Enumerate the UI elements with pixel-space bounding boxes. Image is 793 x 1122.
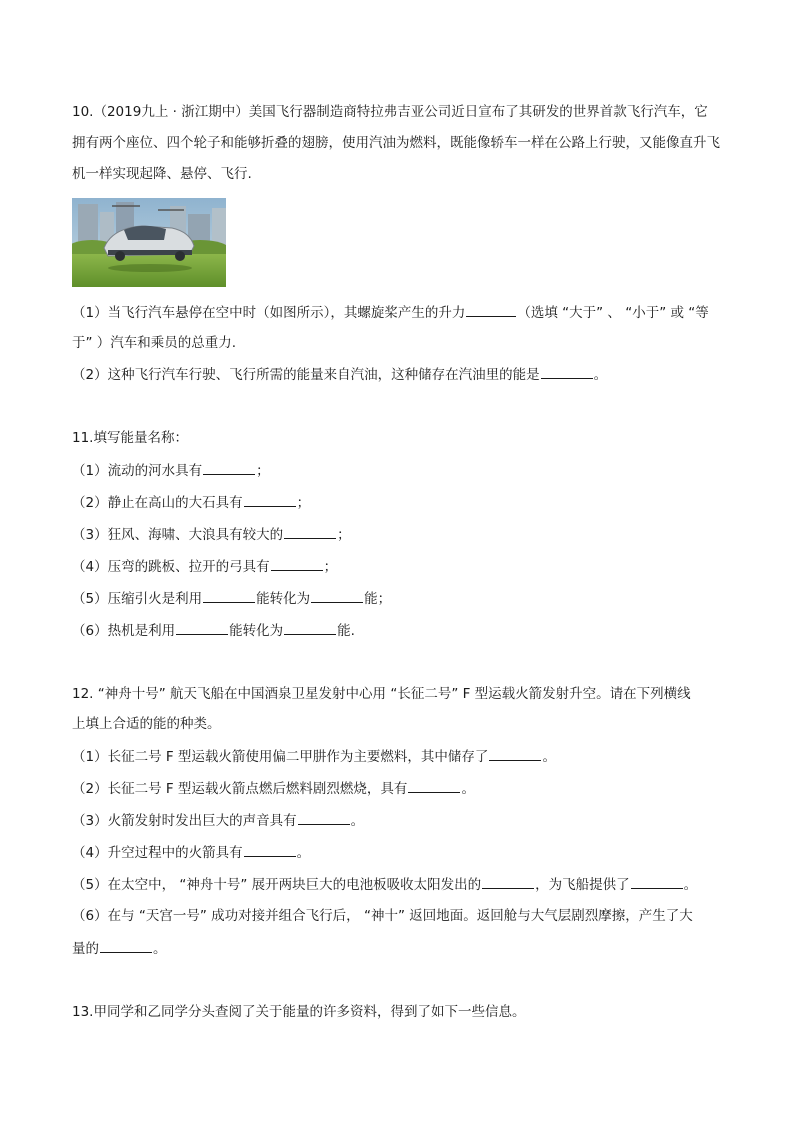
answer-blank[interactable] (631, 874, 683, 889)
q10-sub1-line-1 (72, 302, 709, 322)
q11-item-4-end: ； (323, 559, 338, 575)
q12-item-6-line-1: （6）在与 “天宫一号” 成功对接并组合飞行后， “神十” 返回地面。返回舱与大气层剧烈摩擦，产生了大 (72, 908, 693, 924)
answer-blank[interactable] (298, 810, 350, 825)
q12-item-4-text: （4）升空过程中的火箭具有 (72, 845, 243, 861)
answer-blank[interactable] (541, 364, 593, 379)
q13-line-1: 13.甲同学和乙同学分头查阅了关于能量的许多资料，得到了如下一些信息。 (72, 1004, 526, 1020)
flying-car-illustration (72, 198, 226, 287)
q11-item-6-text-a: （6）热机是利用 (72, 623, 176, 639)
answer-blank[interactable] (408, 778, 460, 793)
q10-sub1-text-a: （1）当飞行汽车悬停在空中时（如图所示），其螺旋桨产生的升力 (72, 305, 466, 321)
q11-item-1-text: （1）流动的河水具有 (72, 463, 203, 479)
q12-item-5-text-a: （5）在太空中， “神舟十号” 展开两块巨大的电池板吸收太阳发出的 (72, 877, 482, 893)
q10-line-2: 拥有两个座位、四个轮子和能够折叠的翅膀，使用汽油为燃料，既能像轿车一样在公路上行驶，又能像直升飞 (72, 135, 720, 151)
answer-blank[interactable] (244, 492, 296, 507)
q10-sub2-text-b: 。 (593, 367, 608, 383)
answer-blank[interactable] (489, 746, 541, 761)
q11-item-1-end: ； (256, 463, 270, 479)
q11-item-3-text: （3）狂风、海啸、大浪具有较大的 (72, 527, 284, 543)
q11-title: 11.填写能量名称： (72, 430, 188, 446)
q11-item-2-end: ； (296, 495, 311, 511)
answer-blank[interactable] (284, 524, 336, 539)
q12-item-3-text: （3）火箭发射时发出巨大的声音具有 (72, 813, 297, 829)
q10-sub2-line (72, 364, 607, 384)
q11-item-1 (72, 460, 270, 480)
q11-item-4 (72, 556, 337, 576)
answer-blank[interactable] (244, 842, 296, 857)
q11-item-3-end: ； (337, 527, 351, 543)
q10-line-3: 机一样实现起降、悬停、飞行. (72, 166, 252, 182)
answer-blank[interactable] (203, 588, 255, 603)
answer-blank[interactable] (482, 874, 534, 889)
q12-item-5-text-b: ，为飞船提供了 (535, 877, 630, 893)
q11-item-6 (72, 620, 355, 640)
q12-item-2 (72, 778, 475, 798)
q10-line-1: 10.（2019九上 · 浙江期中）美国飞行器制造商特拉弗吉亚公司近日宣布了其研发的世界首款飞行汽车，它 (72, 104, 708, 120)
answer-blank[interactable] (176, 620, 228, 635)
answer-blank[interactable] (203, 460, 255, 475)
q11-item-2-text: （2）静止在高山的大石具有 (72, 495, 243, 511)
q12-item-6-line-2 (72, 938, 167, 958)
q11-item-5 (72, 588, 391, 608)
q11-item-6-end: 能. (337, 623, 355, 639)
q11-item-5-text-b: 能转化为 (256, 591, 311, 607)
answer-blank[interactable] (466, 302, 516, 317)
q12-item-1-end: 。 (542, 749, 556, 765)
answer-blank[interactable] (271, 556, 323, 571)
q12-item-6-end: 。 (153, 941, 167, 957)
q12-item-4-end: 。 (296, 845, 311, 861)
q11-item-6-text-b: 能转化为 (229, 623, 284, 639)
answer-blank[interactable] (311, 588, 363, 603)
q12-item-2-text: （2）长征二号 F 型运载火箭点燃后燃料剧烈燃烧，具有 (72, 781, 408, 797)
q12-item-5 (72, 874, 697, 894)
q12-item-3-end: 。 (350, 813, 365, 829)
q12-item-5-end: 。 (683, 877, 698, 893)
q12-item-4 (72, 842, 310, 862)
q11-item-5-end: 能； (364, 591, 392, 607)
answer-blank[interactable] (284, 620, 336, 635)
q12-item-1 (72, 746, 556, 766)
q12-line-1: 12. “神舟十号” 航天飞船在中国酒泉卫星发射中心用 “长征二号” F 型运载火箭发射升空。请在下列横线 (72, 686, 691, 702)
q12-item-1-text: （1）长征二号 F 型运载火箭使用偏二甲肼作为主要燃料，其中储存了 (72, 749, 489, 765)
q12-line-2: 上填上合适的能的种类。 (72, 716, 221, 732)
q11-item-3 (72, 524, 351, 544)
q12-item-2-end: 。 (461, 781, 475, 797)
q10-sub1-text-b: （选填 “大于” 、 “小于” 或 “等 (517, 305, 709, 321)
q10-sub2-text-a: （2）这种飞行汽车行驶、飞行所需的能量来自汽油，这种储存在汽油里的能是 (72, 367, 540, 383)
q12-item-6-text: 量的 (72, 941, 99, 957)
q11-item-5-text-a: （5）压缩引火是利用 (72, 591, 203, 607)
q11-item-4-text: （4）压弯的跳板、拉开的弓具有 (72, 559, 270, 575)
q11-item-2 (72, 492, 310, 512)
q10-sub1-line-2: 于” ）汽车和乘员的总重力. (72, 335, 237, 351)
answer-blank[interactable] (100, 938, 152, 953)
flying-car-photo (72, 198, 226, 287)
q12-item-3 (72, 810, 364, 830)
